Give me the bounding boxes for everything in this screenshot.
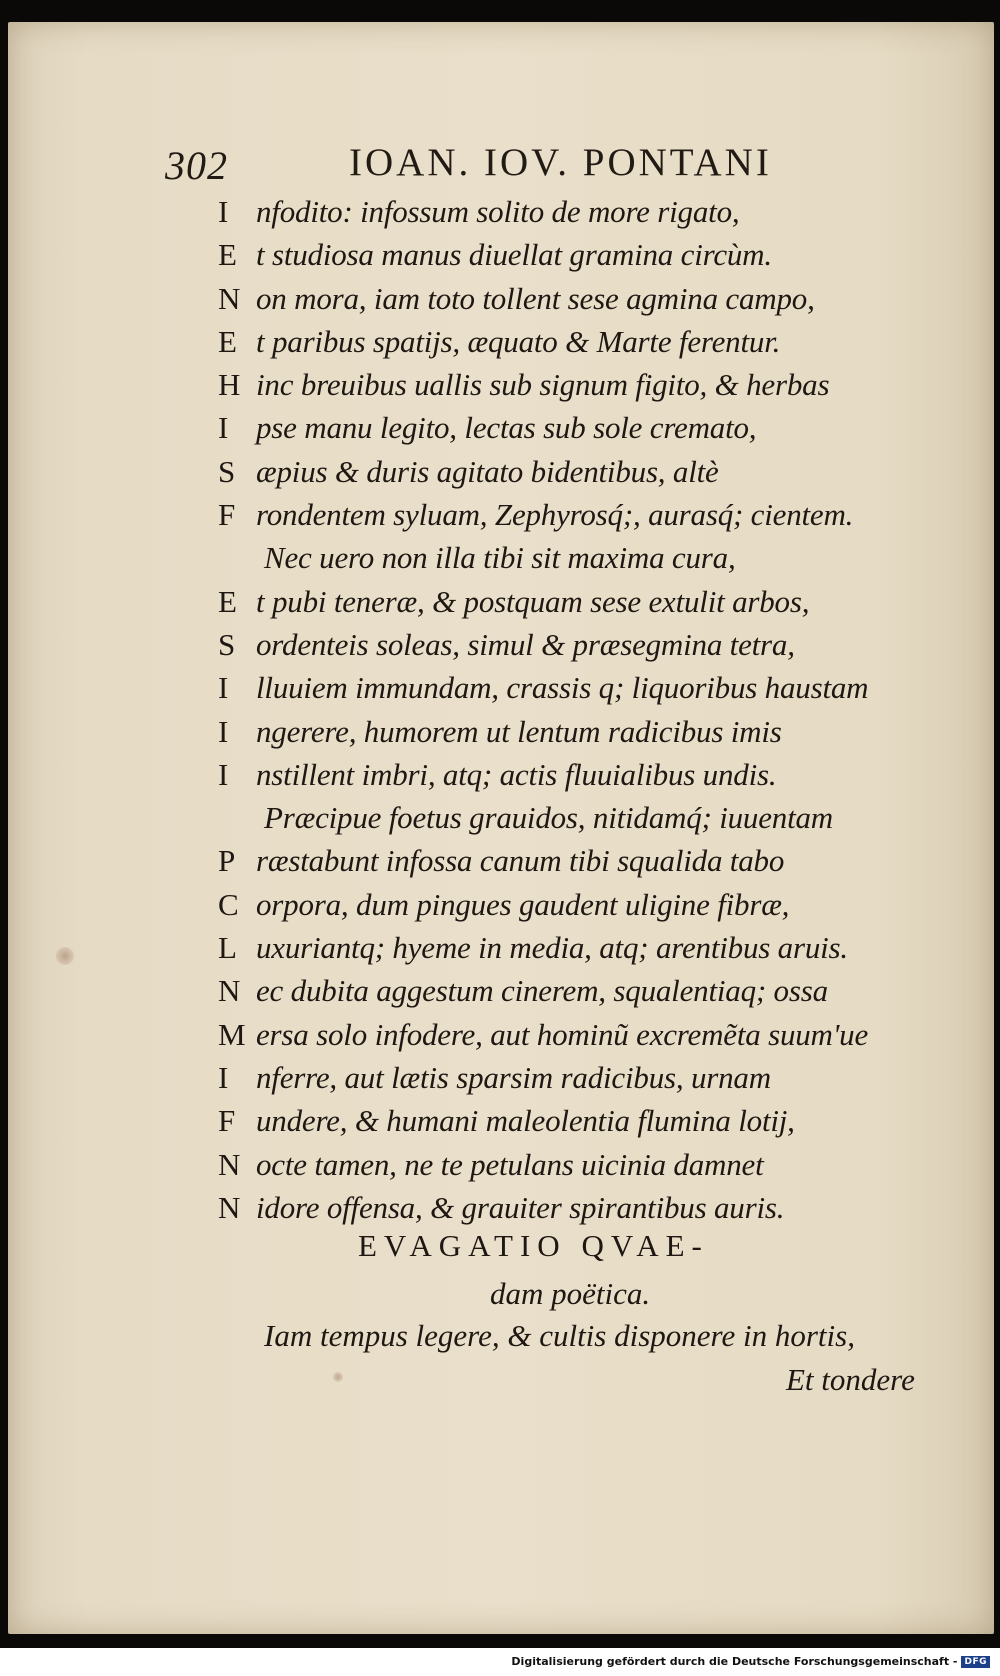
credit-text: Digitalisierung gefördert durch die Deutsche Forschungsgemeinschaft -: [511, 1655, 958, 1668]
verse-line: [218, 233, 938, 276]
verse-line: [218, 969, 938, 1012]
verse-text: ræstabunt infossa canum tibi squalida tabo: [256, 843, 785, 879]
verse-text: lluuiem immundam, crassis q; liquoribus haustam: [256, 670, 869, 706]
verse-line: [218, 1143, 938, 1186]
foxing-spot: [56, 947, 74, 965]
verse-initial: H: [218, 367, 241, 403]
verse-initial: C: [218, 886, 239, 922]
verse-line-after-heading: Iam tempus legere, & cultis disponere in hortis,: [264, 1318, 855, 1353]
verse-line: [218, 190, 938, 233]
verse-line: [218, 493, 938, 536]
verse-text: nfodito: infossum solito de more rigato,: [256, 194, 740, 229]
page-number: 302: [165, 143, 228, 188]
verse-initial: L: [218, 930, 237, 966]
catchword: Et tondere: [786, 1362, 915, 1397]
verse-text: ordenteis soleas, simul & præsegmina tetra,: [256, 626, 795, 662]
verse-initial: S: [218, 453, 236, 489]
verse-initial: N: [218, 973, 241, 1009]
verse-line: [218, 666, 938, 709]
verse-text: ersa solo infodere, aut hominũ excremẽta suum'ue: [256, 1016, 869, 1052]
verse-line: [218, 926, 938, 969]
verse-text: pse manu legito, lectas sub sole cremato,: [256, 410, 757, 446]
verse-text: Nec uero non illa tibi sit maxima cura,: [264, 540, 736, 576]
running-title: IOAN. IOV. PONTANI: [349, 141, 772, 184]
verse-text: inc breuibus uallis sub signum figito, & herbas: [256, 367, 830, 403]
verse-line: [218, 623, 938, 666]
verse-initial: I: [218, 1059, 229, 1095]
verse-text: rondentem syluam, Zephyrosq́;, aurasq́; cientem.: [256, 497, 854, 533]
verse-line: [218, 1186, 938, 1229]
verse-line: [218, 753, 938, 796]
verse-initial: S: [218, 626, 236, 662]
verse-line: [218, 320, 938, 363]
verse-line: [218, 580, 938, 623]
digitization-credit: [511, 1655, 990, 1668]
verse-line: [218, 277, 938, 320]
verse-initial: P: [218, 843, 236, 879]
running-head: [165, 140, 805, 190]
verse-initial: E: [218, 323, 237, 359]
verse-line: [218, 1056, 938, 1099]
verse-initial: E: [218, 583, 237, 619]
verse-text: ec dubita aggestum cinerem, squalentiaq; ossa: [256, 973, 828, 1009]
verse-line: [218, 796, 938, 839]
verse-initial: I: [218, 713, 229, 749]
verse-text: uxuriantq; hyeme in media, atq; arentibus aruis.: [256, 930, 848, 966]
verse-initial: E: [218, 237, 237, 273]
verse-initial: I: [218, 756, 229, 792]
verse-initial: N: [218, 280, 241, 316]
verse-line: [218, 536, 938, 579]
verse-line: [218, 710, 938, 753]
verse-text: orpora, dum pingues gaudent uligine fibræ,: [256, 886, 790, 922]
verse-text: Præcipue foetus grauidos, nitidamq́; iuuentam: [264, 800, 833, 836]
dfg-logo: DFG: [961, 1656, 990, 1668]
verse-line: [218, 883, 938, 926]
foxing-spot: [333, 1372, 343, 1382]
verse-text: nferre, aut lætis sparsim radicibus, urnam: [256, 1059, 771, 1095]
verse-initial: F: [218, 497, 236, 533]
verse-text: undere, & humani maleolentia flumina lotij,: [256, 1103, 795, 1139]
verse-text: t paribus spatijs, æquato & Marte ferentur.: [256, 323, 781, 359]
verse-text: nstillent imbri, atq; actis fluuialibus undis.: [256, 756, 777, 792]
verse-text: æpius & duris agitato bidentibus, altè: [256, 453, 719, 489]
section-heading: EVAGATIO QVAE-: [358, 1228, 709, 1263]
verse-text: ngerere, humorem ut lentum radicibus imis: [256, 713, 782, 749]
verse-initial: F: [218, 1103, 236, 1139]
verse-initial: I: [218, 194, 229, 229]
verse-initial: M: [218, 1016, 246, 1052]
verse-line: [218, 1013, 938, 1056]
section-heading-continuation: dam poëtica.: [490, 1276, 651, 1311]
verse-line: [218, 450, 938, 493]
verse-text: on mora, iam toto tollent sese agmina campo,: [256, 280, 815, 316]
verse-initial: I: [218, 670, 229, 706]
verse-initial: N: [218, 1189, 241, 1225]
verse-text: t pubi teneræ, & postquam sese extulit arbos,: [256, 583, 810, 619]
verse-line: [218, 839, 938, 882]
verse-line: [218, 363, 938, 406]
verse-text: t studiosa manus diuellat gramina circùm.: [256, 237, 772, 273]
verse-line: [218, 1099, 938, 1142]
verse-text: idore offensa, & grauiter spirantibus auris.: [256, 1189, 785, 1225]
verse-text: octe tamen, ne te petulans uicinia damnet: [256, 1146, 764, 1182]
verse-initial: N: [218, 1146, 241, 1182]
verse-line: [218, 406, 938, 449]
verse-initial: I: [218, 410, 229, 446]
verse-block: [218, 190, 938, 1229]
